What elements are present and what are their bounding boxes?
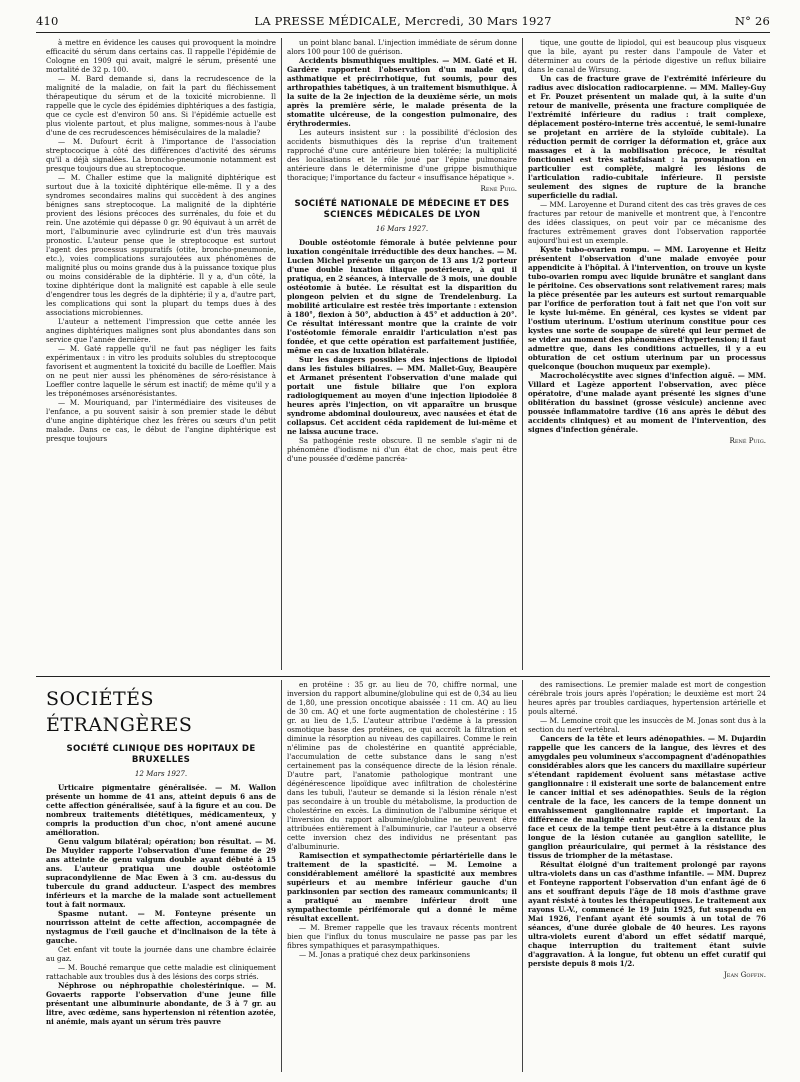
article-paragraph: Néphrose ou néphropathie cholestérinique. — M. Govaerts rapporte l'observation d'une jeune fille présentant une albuminurie abondante, de 3 à 7 gr. au litre, avec œdème, sans hypertension ni rétention azotée, ni anémie, mais ayant un sérum très pauvre: [46, 981, 276, 1026]
society-heading: SOCIÉTÉ CLINIQUE DES HOPITAUX DE BRUXELLES: [66, 744, 256, 765]
article-paragraph: Genu valgum bilatéral; opération; bon résultat. — M. De Muylder rapporte l'observation d'une femme de 29 ans atteinte de genu valgum double ayant débuté à 15 ans. L'auteur pratiqua une double ostéotomie supracondylienne de Mac Ewen à 3 cm. au-dessus du tubercule du grand adducteur. L'aspect des membres inférieurs et la marche de la malade sont actuellement tout à fait normaux.: [46, 837, 276, 909]
header-rule: [36, 32, 770, 33]
paragraph: — M. Jonas a pratiqué chez deux parkinsoniens: [299, 950, 471, 959]
column-divider: [281, 680, 282, 1072]
paragraph: Les auteurs insistent sur : la possibilité d'éclosion des accidents bismuthiques dès la reprise d'un traitement rapproché d'une cure antérieure bien tolérée; la multiplicité des localisations et le rôle joué par l'épine pulmonaire antérieure dans le déterminisme d'une grippe bismuthique thoracique; l'importance du facteur « insuffisance hépatique ».: [287, 128, 517, 182]
article-paragraph: Un cas de fracture grave de l'extrémité inférieure du radius avec dislocation radiocarpienne. — MM. Malley-Guy et Fr. Pouzet présentent un malade qui, à la suite d'un retour de manivelle, présenta une fracture compliquée de l'extrémité inférieure du radius : trait complexe, déplacement postéro-interne très accentué, le semi-lunaire se projetant en arrière de la styloïde cubitale). La réduction permit de corriger la déformation et, grâce aux massages et à la mobilisation précoce, le résultat fonctionnel est très satisfaisant : la prosupination en particulier est complète, malgré les lésions de l'articulation radio-cubitale inférieure. Il persiste seulement des signes de rupture de la branche superficielle du radial.: [528, 74, 766, 200]
paragraph: — M. Challer estime que la malignité diphtérique est surtout due à la toxicité diphtérique elle-même. Il y a des syndromes secondaires malins qui succèdent à des angines bénignes sans streptocoque. La malignité de la diphtérie provient des lésions précoces des surrénales, du foie et du rein. Une azotémie qui dépasse 0 gr. 90 équivaut à un arrêt de mort, l'albuminurie avec cylindrurie est d'un très mauvais pronostic. L'auteur pense que le streptocoque est surtout l'agent des processus suppuratifs (otite, broncho-pneumonie, etc.), voies complications surajoutées aux phénomènes de malignité plus ou moins grande dus à la puissance toxique plus ou moins considérable de la diphtérie. Il y a, d'un côté, la toxine diphtérique dont la malignité est capable à elle seule d'engendrer tous les degrés de la diphtérie; il y a, d'autre part, les complications qui sont la plupart du temps dues à des associations microbiennes.: [46, 173, 276, 317]
paragraph: — M. Mouriquand, par l'intermédiaire des visiteuses de l'enfance, a pu souvent saisir à son premier stade le début d'une angine diphtérique chez les frères ou sœurs d'un petit malade. Dans ce cas, le début de l'angine diphtérique est presque toujours: [46, 398, 276, 443]
paragraph: — M. Dufourt écrit à l'importance de l'association streptococique à côté des différences d'activité des sérums qu'il a déjà signalées. La broncho-pneumonie notamment est presque toujours due au streptocoque.: [46, 137, 276, 173]
article-paragraph: Ramisection et sympathectomie périartérielle dans le traitement de la spasticité. — M. Lemoine a considérablement amélioré la spasticité aux membres supérieurs et au membre inférieur gauche d'un parkinsonien par section des rameaux communicants; il a pratiqué au membre inférieur droit une sympathectomie périfémorale qui a donné le même résultat excellent.: [287, 851, 517, 923]
paragraph: un point blanc banal. L'injection immédiate de sérum donne alors 100 pour 100 de guérison.: [287, 38, 517, 56]
article-paragraph: Résultat éloigné d'un traitement prolongé par rayons ultra-violets dans un cas d'asthme infantile. — MM. Duprez et Fonteyne rapportent l'observation d'un enfant âgé de 6 ans et souffrant depuis l'âge de 18 mois d'asthme grave ayant résisté à toutes les thérapeutiques. Le traitement aux rayons U.-V., commencé le 19 Juin 1925, fut suspendu en Mai 1926, l'enfant ayant été soumis à un total de 76 séances, d'une durée globale de 40 heures. Les rayons ultra-violets eurent d'abord un effet sédatif marqué, chaque interruption du traitement étant suivie d'aggravation. À la longue, fut obtenu un effet curatif qui persiste depuis 8 mois 1/2.: [528, 860, 766, 968]
paragraph: — MM. Laroyenne et Durand citent des cas très graves de ces fractures par retour de manivelle et montrent que, à l'encontre des idées classiques, on peut voir par ce mécanisme des fractures extrêmement graves dont l'observation rapportée aujourd'hui est un exemple.: [528, 200, 766, 245]
signature: Jean Goffin.: [723, 970, 766, 979]
top-column-2: [287, 38, 517, 670]
paragraph: Cet enfant vit toute la journée dans une chambre éclairée au gaz.: [46, 945, 276, 963]
issue-number: N° 26: [734, 14, 770, 28]
paragraph: — M. Bard demande si, dans la recrudescence de la malignité de la maladie, on fait la part du fléchissement thérapeutique du sérum et de la toxicité microbienne. Il rappelle que le cycle des épidémies diphtériques a des fastigia, que ce cycle est d'environ 50 ans. Si l'épidémie actuelle est plus violente partout, et plus maligne, sommes-nous à l'aube d'une de ces recrudescences hémiséculaires de la maladie?: [46, 74, 276, 137]
bottom-column-3: [528, 680, 766, 1072]
top-column-1: [46, 38, 276, 670]
column-divider: [522, 680, 523, 1072]
article-paragraph: Macrocholécystite avec signes d'infection aiguë. — MM. Villard et Lagèze apportent l'observation, avec pièce opératoire, d'une malade ayant présenté les signes d'une oblitération du bassinet (grosse vésicule) ancienne avec poussée inflammatoire tardive (16 ans après le début des accidents cliniques) et au moment de l'intervention, des signes d'infection générale.: [528, 371, 766, 434]
signature: René Puig.: [480, 184, 517, 193]
paragraph: Sa pathogénie reste obscure. Il ne semble s'agir ni de phénomène d'iodisme ni d'un état de choc, mais peut être d'une poussée d'œdème pancréa-: [287, 436, 517, 463]
society-heading: SOCIÉTÉ NATIONALE DE MÉDECINE ET DES SCIENCES MÉDICALES DE LYON: [294, 199, 510, 220]
article-paragraph: Sur les dangers possibles des injections de lipiodol dans les fistules biliaires. — MM. Mallet-Guy, Beaupère et Armanet présentent l'observation d'une malade qui portait une fistule biliaire que l'on explora radiologiquement au moyen d'une injection lipiodolée 8 heures après l'injection, on vit apparaître un brusque syndrome abdominal douloureux, avec nausées et état de collapsus. Cet accident céda rapidement de lui-même et ne laissa aucune trace.: [287, 355, 517, 436]
paragraph: — M. Bouché remarque que cette maladie est cliniquement rattachable aux troubles dus à des lésions des corps striés.: [46, 963, 276, 981]
section-title: SOCIÉTÉS ÉTRANGÈRES: [46, 688, 193, 736]
top-column-3: [528, 38, 766, 670]
article-paragraph: Kyste tubo-ovarien rompu. — MM. Laroyenne et Heitz présentent l'observation d'une malade envoyée pour appendicite à l'hôpital. À l'intervention, on trouve un kyste tubo-ovarien rompu avec liquide brunâtre et sanglant dans le péritoine. Ces observations sont relativement rares; mais la pièce présentée par les auteurs est surtout remarquable par l'orifice de perforation tout à fait net que l'on voit sur le kyste lui-même. En général, ces kystes se vident par l'ostium uterinum. L'ostium uterinum constitue pour ces kystes une sorte de soupape de sûreté qui leur permet de se vider au moment des phénomènes d'hypertension; il faut admettre que, dans les conditions actuelles, il y a eu obturation de cet ostium uterinum par un processus quelconque (bouchon muqueux par exemple).: [528, 245, 766, 371]
section-rule: [36, 676, 770, 677]
article-paragraph: Spasme nutant. — M. Fonteyne présente un nourrisson atteint de cette affection, accompagnée de nystagmus de l'œil gauche et d'inclinaison de la tête à gauche.: [46, 909, 276, 945]
bottom-column-2: [287, 680, 517, 1072]
bottom-column-1: [46, 680, 276, 1072]
column-divider: [281, 38, 282, 670]
journal-title: LA PRESSE MÉDICALE, Mercredi, 30 Mars 1927: [254, 14, 552, 28]
paragraph: tique, une goutte de lipiodol, qui est beaucoup plus visqueux que la bile, ayant pu rester dans l'ampoule de Vater et déterminer au cours de la période digestive un reflux biliaire dans le canal de Wirsung.: [528, 38, 766, 74]
session-date: 12 Mars 1927.: [134, 769, 188, 778]
page-header: [36, 14, 770, 30]
signature: René Puig.: [729, 436, 766, 445]
page-number: 410: [36, 14, 59, 28]
article-paragraph: Urticaire pigmentaire généralisée. — M. Wallon présente un homme de 41 ans, atteint depuis 6 ans de cette affection généralisée, sauf à la figure et au cou. De nombreux traitements diététiques, médicamenteux, y compris la production d'un choc, n'ont amené aucune amélioration.: [46, 783, 276, 837]
session-date: 16 Mars 1927.: [375, 224, 429, 233]
paragraph: L'auteur a nettement l'impression que cette année les angines diphtériques malignes sont plus abondantes dans son service que l'année dernière.: [46, 317, 276, 344]
paragraph: — M. Gaté rappelle qu'il ne faut pas négliger les faits expérimentaux : in vitro les produits solubles du streptocoque favorisent et augmentent la toxicité du bacille de Loeffler. Mais on ne peut nier aussi les phénomènes de séro-résistance à Loeffler contre laquelle le sérum est inactif; de même qu'il y a les tréponémoses arsénorésistantes.: [46, 344, 276, 398]
article-paragraph: Double ostéotomie fémorale à butée pelvienne pour luxation congénitale irréductible des deux hanches. — M. Lucien Michel présente un garçon de 13 ans 1/2 porteur d'une double luxation iliaque postérieure, à qui il pratiqua, en 2 séances, à intervalle de 3 mois, une double ostéotomie à butée. Le résultat est la disparition du plongeon pelvien et du signe de Trendelenburg. La mobilité articulaire est restée très importante : extension à 180°, flexion à 50°, abduction à 45° et adduction à 20°. Ce résultat intéressant montre que la crainte de voir l'ostéotomie fémorale enraidir l'articulation n'est pas fondée, et que cette opération est parfaitement justifiée, même en cas de luxation bilatérale.: [287, 238, 517, 355]
paragraph: — M. Bremer rappelle que les travaux récents montrent bien que l'influx du tonus musculaire ne passe pas par les fibres sympathiques et parasympathiques.: [287, 923, 517, 950]
paragraph: en protéine : 35 gr. au lieu de 70, chiffre normal, une inversion du rapport albumine/globuline qui est de 0,34 au lieu de 1,80, une pression oncotique abaissée : 11 cm. AQ au lieu de 30 cm. AQ et une forte augmentation de cholestérine : 15 gr. au lieu de 1,5. L'auteur attribue l'œdème à la pression osmotique basse des protéines, ce qui accroît la filtration et diminue la résorption au niveau des capillaires. Comme le rein n'élimine pas de cholestérine en quantité appréciable, l'accumulation de cette substance dans le sang n'est certainement pas la conséquence directe de la lésion rénale. D'autre part, l'anatomie pathologique montrant une dégénérescence lipoïdique avec infiltration de cholestérine dans les tubuli, l'auteur se demande si la lésion rénale n'est pas secondaire à un trouble du métabolisme, la production de cholestérine en excès. La diminution de l'albumine sérique et l'inversion du rapport albumine/globuline ne peuvent être attribuées entièrement à l'albuminurie, car l'auteur a observé cette inversion chez des individus ne présentant pas d'albuminurie.: [287, 680, 517, 851]
paragraph: à mettre en évidence les causes qui provoquent la moindre efficacité du sérum dans certains cas. Il rappelle l'épidémie de Cologne en 1909 qui avait, malgré le sérum, présenté une mortalité de 32 p. 100.: [46, 38, 276, 74]
article-paragraph: Accidents bismuthiques multiples. — MM. Gaté et H. Gardère rapportent l'observation d'un malade qui, asthmatique et précirrhotique, fut soumis, pour des arthropathies tabétiques, à un traitement bismuthique. À la suite de la 2e injection de la deuxième série, un mois après la première série, le malade présenta de la stomatite ulcéreuse, de la congestion pulmonaire, des érythrodermies.: [287, 56, 517, 128]
paragraph: — M. Lemoine croit que les insuccès de M. Jonas sont dus à la section du nerf vertébral.: [528, 716, 766, 734]
column-divider: [522, 38, 523, 670]
paragraph: des ramisections. Le premier malade est mort de congestion cérébrale trois jours après l'opération; le deuxième est mort 24 heures après par troubles cardiaques, hypertension artérielle et pouls alterné.: [528, 680, 766, 716]
article-paragraph: Cancers de la tête et leurs adénopathies. — M. Dujardin rappelle que les cancers de la langue, des lèvres et des amygdales peu volumineux s'accompagnent d'adénopathies considérables alors que les cancers du maxillaire supérieur s'étendant rapidement évoluent sans métastase active ganglionnaire : il existerait une sorte de balancement entre le cancer initial et ses adénopathies. Seuls de la région centrale de la face, les cancers de la tempe donnent un envahissement ganglionnaire rapide et important. La différence de malignité entre les cancers centraux de la face et ceux de la tempe tient peut-être à la distance plus longue de la lésion cutanée au ganglion satellite, le ganglion préauriculaire, qui permet à la résistance des tissus de triompher de la métastase.: [528, 734, 766, 860]
